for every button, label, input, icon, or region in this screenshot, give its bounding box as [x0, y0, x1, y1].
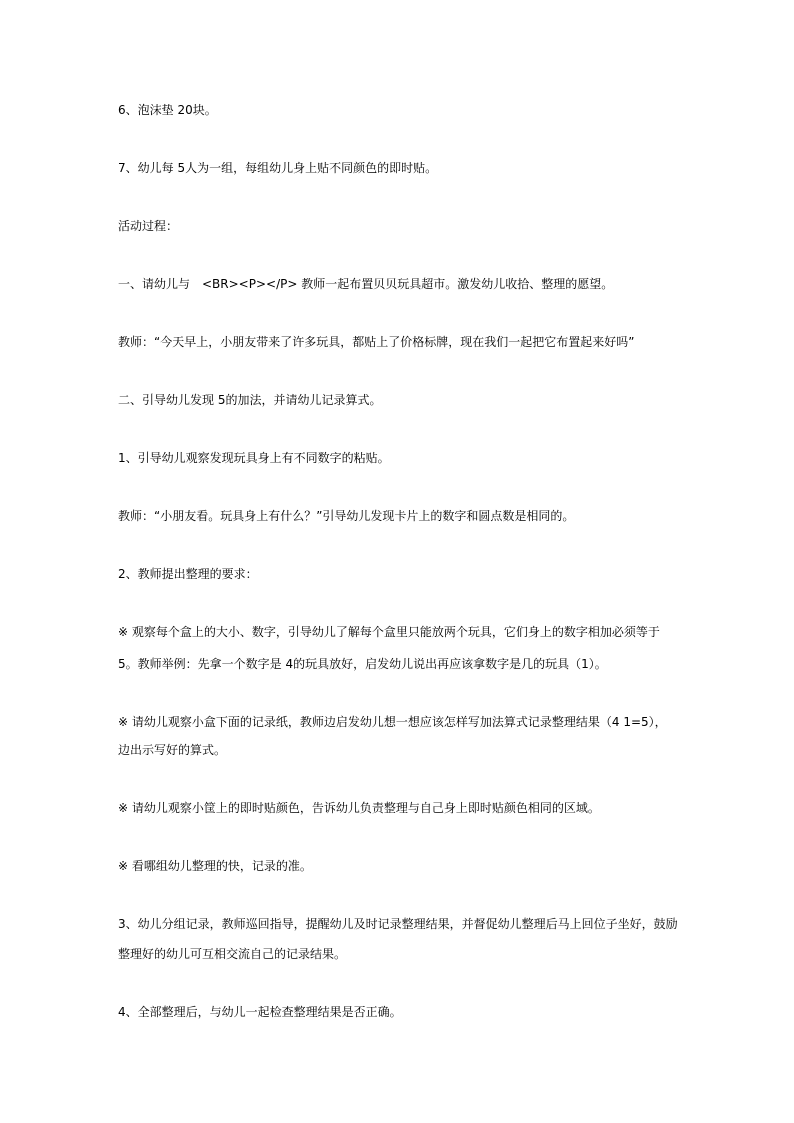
text-line-step-one: 一、请幼儿与 <BR><P></P> 教师一起布置贝贝玩具超市。激发幼儿收拾、整理的愿望。 — [118, 277, 614, 291]
text-line-bullet-2b: 边出示写好的算式。 — [118, 743, 227, 757]
text-line-materials-7: 7、幼儿每 5人为一组，每组幼儿身上贴不同颜色的即时贴。 — [118, 161, 438, 175]
text-line-substep-2: 2、教师提出整理的要求： — [118, 567, 258, 581]
text-line-materials-6: 6、泡沫垫 20块。 — [118, 103, 217, 117]
text-line-bullet-3: ※ 请幼儿观察小筐上的即时贴颜色，告诉幼儿负责整理与自己身上即时贴颜色相同的区域。 — [118, 801, 600, 815]
text-line-substep-1: 1、引导幼儿观察发现玩具身上有不同数字的粘贴。 — [118, 451, 390, 465]
text-line-teacher-quote-2: 教师：“小朋友看。玩具身上有什么？”引导幼儿发现卡片上的数字和圆点数是相同的。 — [118, 509, 575, 523]
text-line-step-two: 二、引导幼儿发现 5的加法，并请幼儿记录算式。 — [118, 393, 382, 407]
text-line-bullet-2a: ※ 请幼儿观察小盒下面的记录纸，教师边启发幼儿想一想应该怎样写加法算式记录整理结果（4 1=5）， — [118, 715, 667, 729]
text-line-bullet-4: ※ 看哪组幼儿整理的快，记录的准。 — [118, 859, 312, 873]
text-line-substep-3a: 3、幼儿分组记录，教师巡回指导，提醒幼儿及时记录整理结果，并督促幼儿整理后马上回位子坐好，鼓励 — [118, 917, 678, 931]
text-line-teacher-quote-1: 教师：“今天早上，小朋友带来了许多玩具，都贴上了价格标牌，现在我们一起把它布置起来好吗” — [118, 335, 635, 349]
text-line-substep-4: 4、全部整理后，与幼儿一起检查整理结果是否正确。 — [118, 1005, 402, 1019]
text-line-bullet-1b: 5。教师举例：先拿一个数字是 4的玩具放好，启发幼儿说出再应该拿数字是几的玩具（1）。 — [118, 657, 607, 671]
section-heading-activity-process: 活动过程： — [118, 219, 179, 233]
text-line-bullet-1a: ※ 观察每个盒上的大小、数字，引导幼儿了解每个盒里只能放两个玩具，它们身上的数字相加必须等于 — [118, 625, 660, 639]
text-line-substep-3b: 整理好的幼儿可互相交流自己的记录结果。 — [118, 947, 347, 961]
